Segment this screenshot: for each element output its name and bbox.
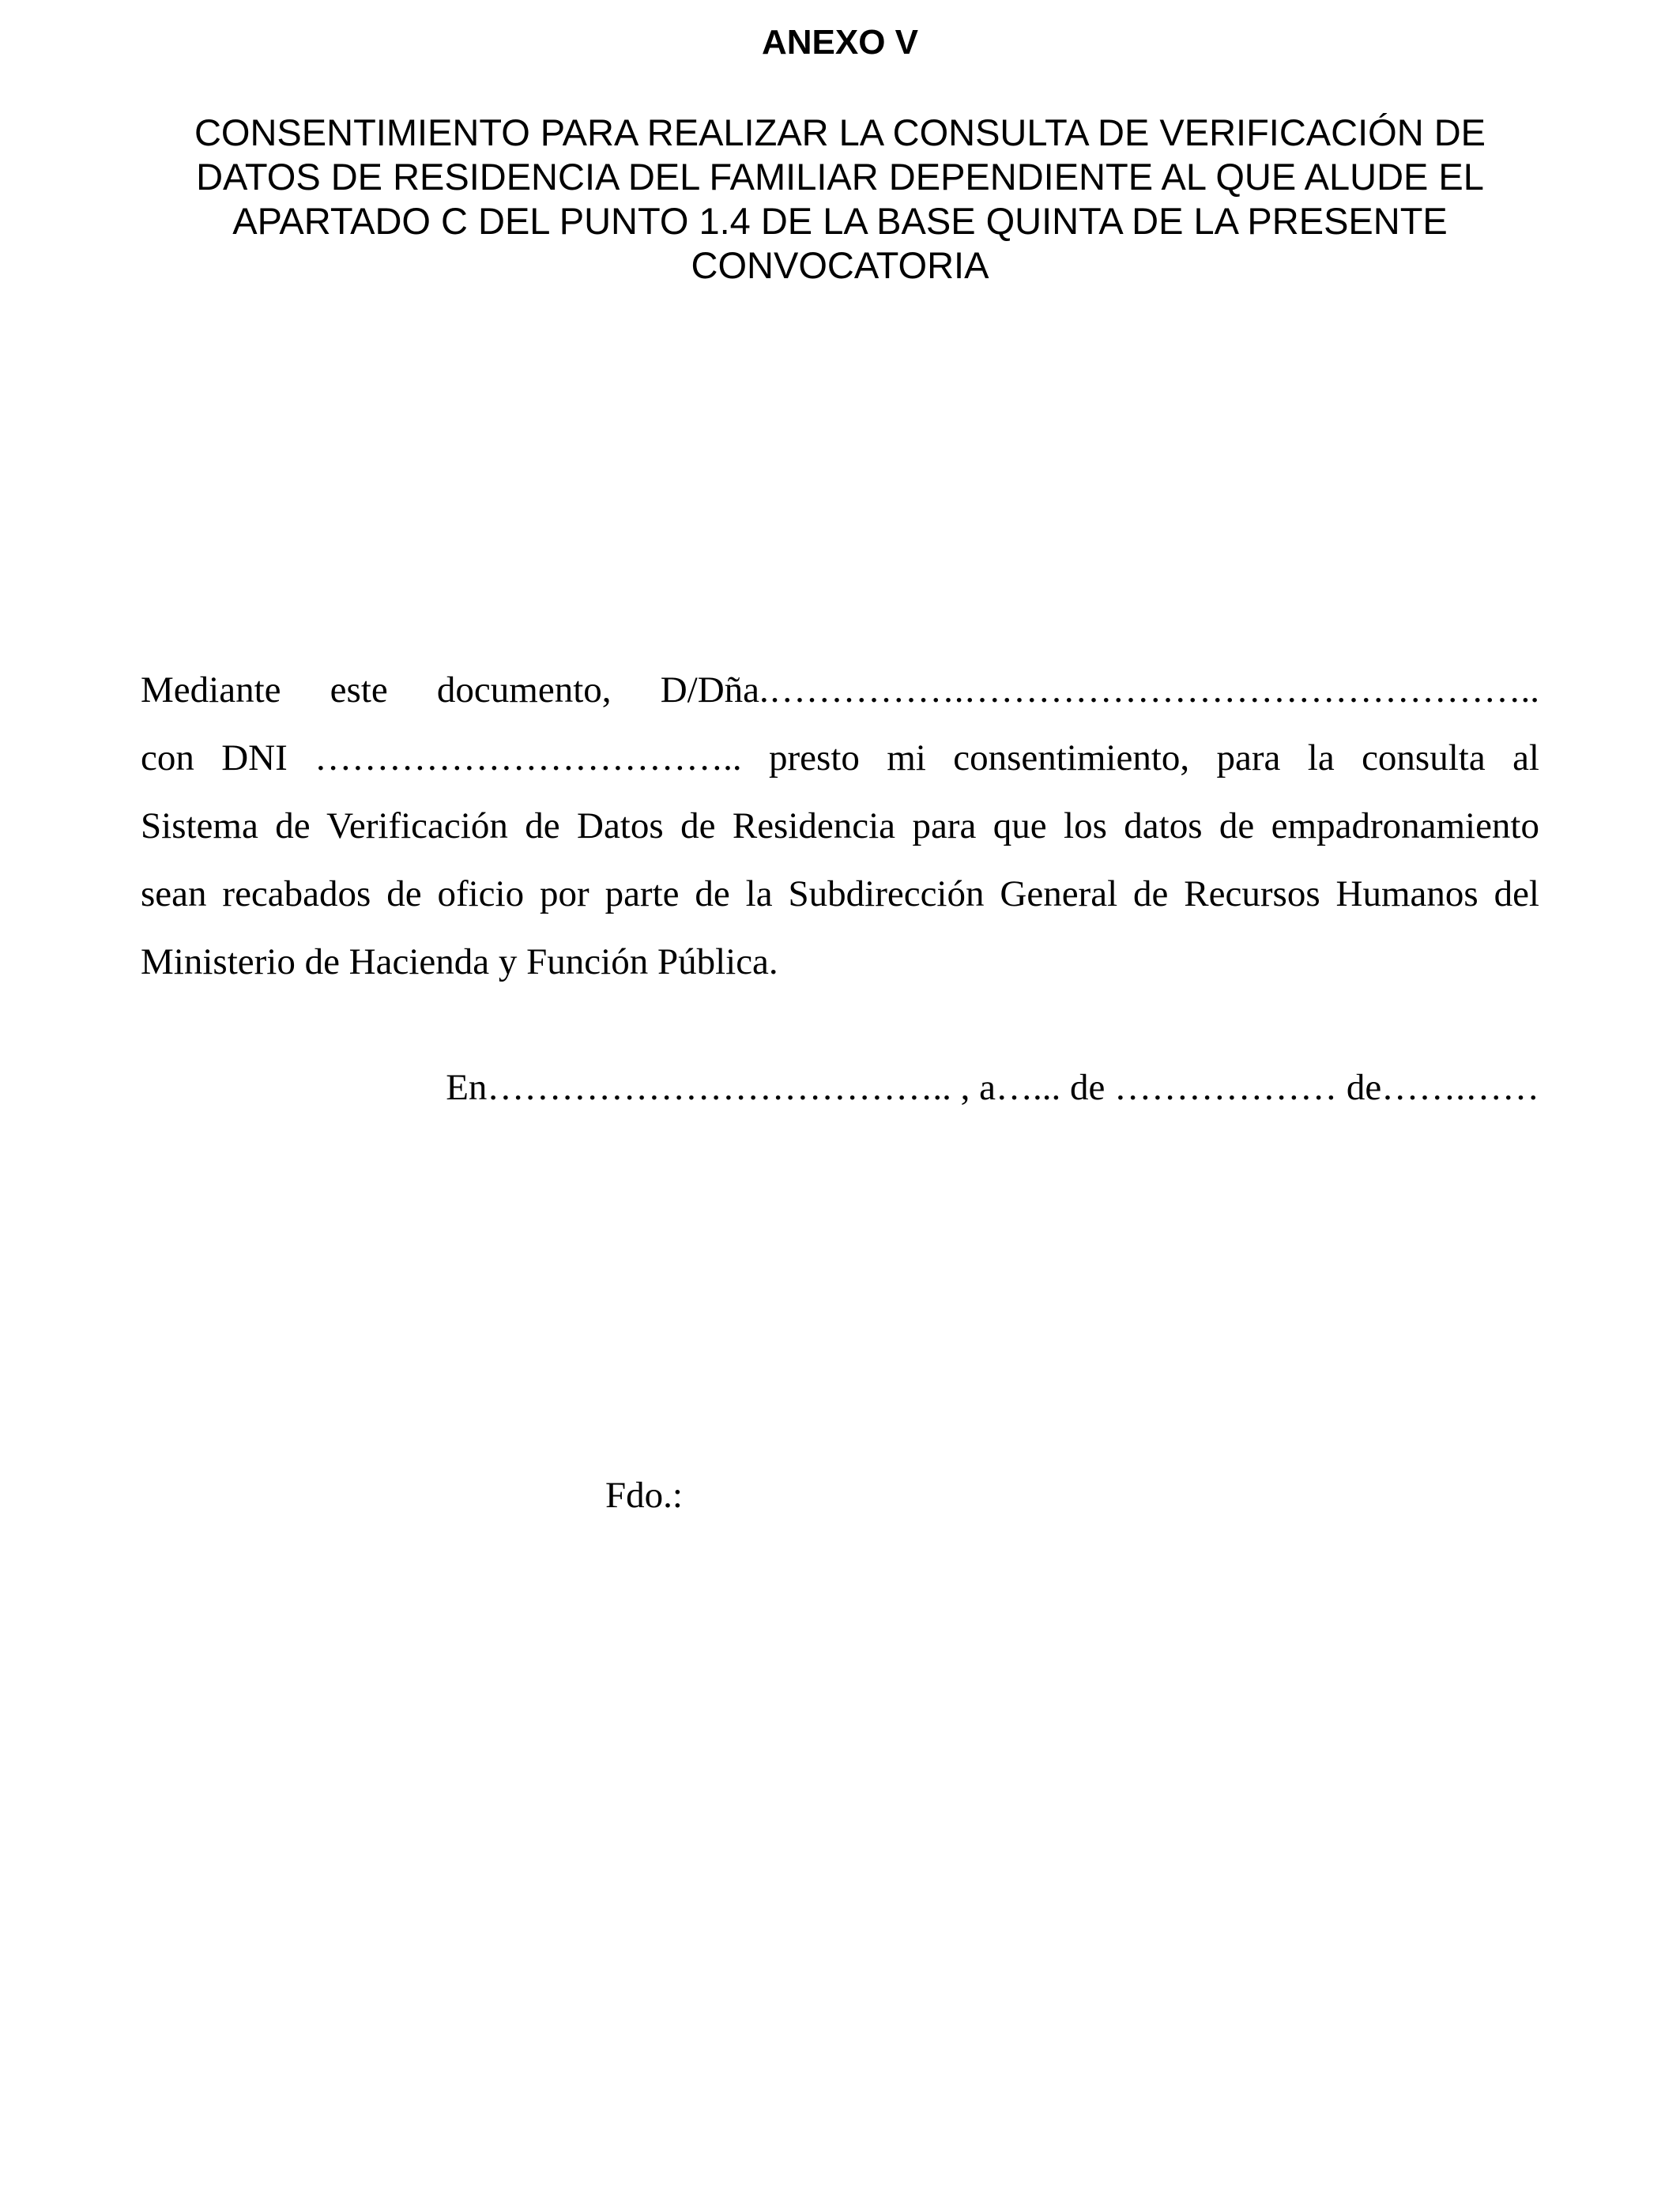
consent-paragraph [141,656,1539,996]
consent-title-line: CONSENTIMIENTO PARA REALIZAR LA CONSULTA DE VERIFICACIÓN DE [194,111,1486,153]
paragraph-line: Ministerio de Hacienda y Función Pública. [141,941,778,982]
place-date-line: En……………………………….. , a…... de ……………… de…….…… [446,1067,1539,1108]
annex-title: ANEXO V [761,23,919,62]
consent-title [119,111,1561,288]
paragraph-line-dni: con DNI …………………………….. presto mi consentimiento, para la consulta al [141,737,1539,778]
consent-title-line: DATOS DE RESIDENCIA DEL FAMILIAR DEPENDIENTE AL QUE ALUDE EL [196,156,1484,198]
signature-label: Fdo.: [605,1475,683,1516]
consent-title-line: APARTADO C DEL PUNTO 1.4 DE LA BASE QUINTA DE LA PRESENTE [232,200,1448,242]
paragraph-line: Sistema de Verificación de Datos de Residencia para que los datos de empadronamiento [141,805,1539,846]
consent-title-line: CONVOCATORIA [691,244,989,286]
paragraph-line: sean recabados de oficio por parte de la Subdirección General de Recursos Humanos del [141,873,1539,914]
paragraph-line-name: Mediante este documento, D/Dña.…………….……………………………………….. [141,669,1539,711]
